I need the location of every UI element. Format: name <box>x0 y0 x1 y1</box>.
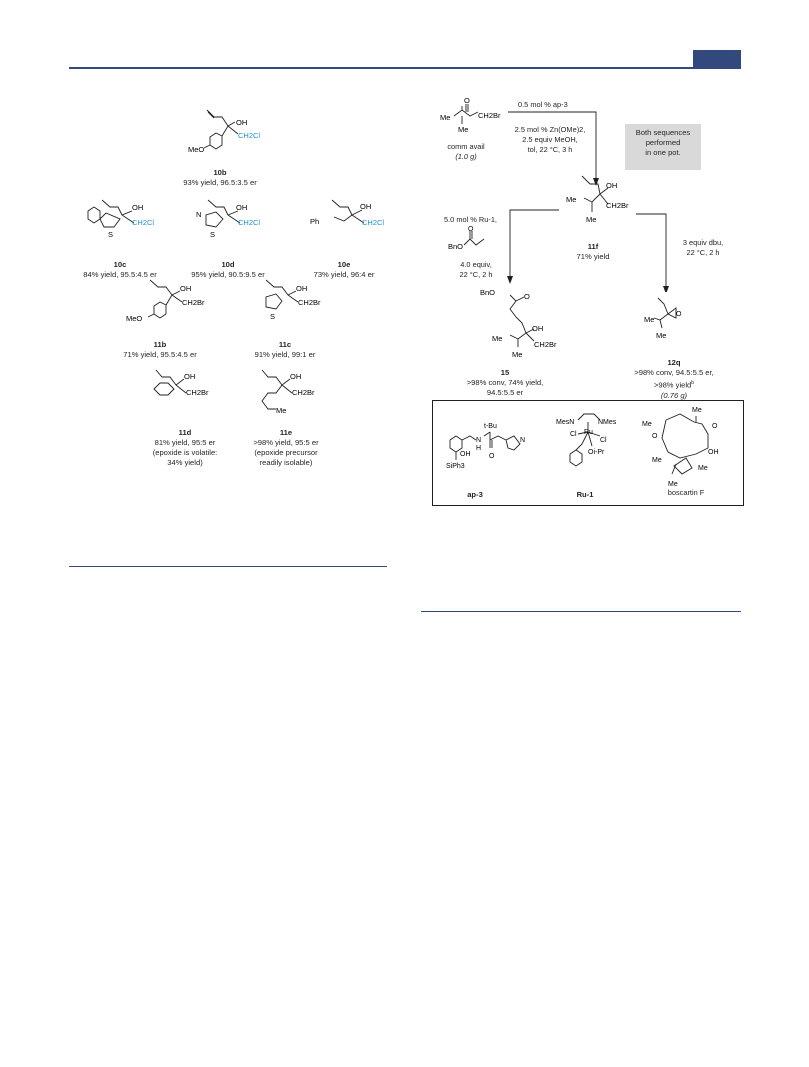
left-branch-catalyst: 5.0 mol % Ru-1, <box>444 215 497 224</box>
svg-text:CH2Cl: CH2Cl <box>132 218 155 227</box>
svg-text:CH2Br: CH2Br <box>186 388 209 397</box>
structure-11f <box>560 172 640 232</box>
caption-11c: 11c 91% yield, 99:1 er <box>254 340 316 359</box>
one-pot-callout: Both sequences performed in one pot. <box>625 124 701 170</box>
svg-text:OH: OH <box>184 372 196 381</box>
structure-11d <box>140 367 230 422</box>
caption-10b: 10b 93% yield, 96.5:3.5 er <box>183 168 257 187</box>
svg-text:Ru: Ru <box>584 429 593 436</box>
svg-text:Me: Me <box>692 407 702 414</box>
header-tab <box>693 50 741 68</box>
svg-text:Me: Me <box>512 350 523 357</box>
svg-text:Me: Me <box>458 125 469 134</box>
structure-boscartin-f <box>636 402 740 490</box>
svg-text:MesN: MesN <box>556 419 575 426</box>
svg-text:S: S <box>108 230 114 239</box>
start-label: comm avail <box>447 142 485 151</box>
left-branch-line1: 4.0 equiv, <box>460 260 492 269</box>
structure-10b <box>170 108 280 168</box>
svg-text:O: O <box>464 96 470 105</box>
svg-text:CH2Br: CH2Br <box>292 388 315 397</box>
svg-text:Me: Me <box>586 215 597 224</box>
svg-text:SiPh3: SiPh3 <box>446 463 465 470</box>
svg-text:OH: OH <box>708 449 719 456</box>
svg-text:MeO: MeO <box>188 145 205 154</box>
structure-11c <box>236 277 326 332</box>
svg-text:OH: OH <box>132 203 144 212</box>
step1-catalyst: 0.5 mol % ap-3 <box>518 100 568 109</box>
right-branch-line1: 3 equiv dbu, <box>682 238 724 247</box>
svg-text:Cl: Cl <box>570 431 577 438</box>
svg-text:OH: OH <box>460 451 471 458</box>
caption-15: 15 >98% conv, 74% yield, 94.5:5.5 er <box>466 368 544 397</box>
svg-text:O: O <box>652 433 658 440</box>
caption-11f: 11f 71% yield <box>576 242 610 261</box>
svg-text:MeO: MeO <box>126 314 143 323</box>
caption-11e: 11e >98% yield, 95:5 er (epoxide precursor readily isolable) <box>253 428 319 467</box>
svg-text:S: S <box>270 312 276 321</box>
right-column-rule <box>421 611 741 612</box>
svg-text:N: N <box>196 210 202 219</box>
structure-benzyl-acrylate <box>446 225 506 255</box>
structure-11b <box>120 277 220 337</box>
caption-10e: 10e 73% yield, 96:4 er <box>313 260 375 279</box>
svg-text:O: O <box>489 453 495 460</box>
header-rule <box>69 67 741 69</box>
svg-text:Me: Me <box>276 406 287 415</box>
svg-text:S: S <box>210 230 216 239</box>
svg-text:Me: Me <box>642 421 652 428</box>
left-branch-line2: 22 °C, 2 h <box>459 270 493 279</box>
svg-text:Me: Me <box>698 465 708 472</box>
svg-text:OH: OH <box>290 372 302 381</box>
svg-text:O: O <box>712 423 718 430</box>
step1-line2: 2.5 equiv MeOH, <box>522 135 578 144</box>
svg-text:CH2Br: CH2Br <box>478 111 501 120</box>
structure-10e <box>302 197 392 242</box>
svg-text:Cl: Cl <box>600 437 607 444</box>
svg-text:Me: Me <box>656 331 667 340</box>
svg-text:BnO: BnO <box>448 242 464 251</box>
svg-text:Me: Me <box>668 481 678 488</box>
svg-text:CH2Cl: CH2Cl <box>238 218 261 227</box>
svg-text:CH2Br: CH2Br <box>182 298 205 307</box>
svg-text:CH2Br: CH2Br <box>534 340 557 349</box>
svg-text:OH: OH <box>532 324 544 333</box>
structure-ap-3 <box>436 408 536 488</box>
svg-text:Me: Me <box>492 334 503 343</box>
structure-15 <box>480 287 570 357</box>
svg-text:Me: Me <box>566 195 577 204</box>
svg-text:H: H <box>476 445 482 452</box>
svg-text:t-Bu: t-Bu <box>484 423 497 430</box>
svg-text:O: O <box>468 226 474 233</box>
caption-12q: 12q >98% conv, 94.5:5.5 er, >98% yield$^b$ (0.76 g) <box>634 358 714 400</box>
svg-text:N: N <box>476 437 482 444</box>
structure-12q <box>640 296 700 346</box>
svg-text:OH: OH <box>236 203 248 212</box>
right-branch-line2: 22 °C, 2 h <box>686 248 720 257</box>
svg-text:OH: OH <box>236 118 248 127</box>
svg-text:NMes: NMes <box>598 419 617 426</box>
caption-11d: 11d 81% yield, 95:5 er (epoxide is volatile: 34% yield) <box>152 428 218 467</box>
structure-ru-1 <box>548 406 638 486</box>
svg-text:O: O <box>676 311 682 318</box>
svg-text:Oi-Pr: Oi-Pr <box>588 449 605 456</box>
svg-text:CH2Br: CH2Br <box>298 298 321 307</box>
caption-ap-3: ap-3 <box>467 490 483 499</box>
svg-text:O: O <box>524 292 530 301</box>
structure-10d <box>178 197 278 252</box>
svg-text:OH: OH <box>606 181 618 190</box>
caption-10c: 10c 84% yield, 95.5:4.5 er <box>83 260 157 279</box>
start-amount: (1.0 g) <box>455 152 477 161</box>
step1-line3: tol, 22 °C, 3 h <box>527 145 573 154</box>
caption-11b: 11b 71% yield, 95.5:4.5 er <box>123 340 197 359</box>
svg-text:BnO: BnO <box>480 288 496 297</box>
svg-text:CH2Cl: CH2Cl <box>238 131 261 140</box>
svg-text:Me: Me <box>440 113 451 122</box>
structure-10c <box>72 197 172 252</box>
svg-text:OH: OH <box>360 202 372 211</box>
svg-text:N: N <box>520 437 526 444</box>
svg-text:CH2Br: CH2Br <box>606 201 629 210</box>
svg-text:OH: OH <box>180 284 192 293</box>
step1-line1: 2.5 mol % Zn(OMe)2, <box>514 125 586 134</box>
svg-text:Me: Me <box>652 457 662 464</box>
svg-text:Ph: Ph <box>310 217 320 226</box>
caption-ru-1: Ru-1 <box>576 490 594 499</box>
svg-text:Me: Me <box>644 315 655 324</box>
left-column-rule <box>69 566 387 567</box>
structure-11e <box>246 367 336 427</box>
svg-text:OH: OH <box>296 284 308 293</box>
caption-10d: 10d 95% yield, 90.5:9.5 er <box>191 260 265 279</box>
caption-boscartin-f: boscartin F <box>667 488 705 497</box>
arrow-left-branch <box>504 208 564 288</box>
svg-text:CH2Cl: CH2Cl <box>362 218 385 227</box>
